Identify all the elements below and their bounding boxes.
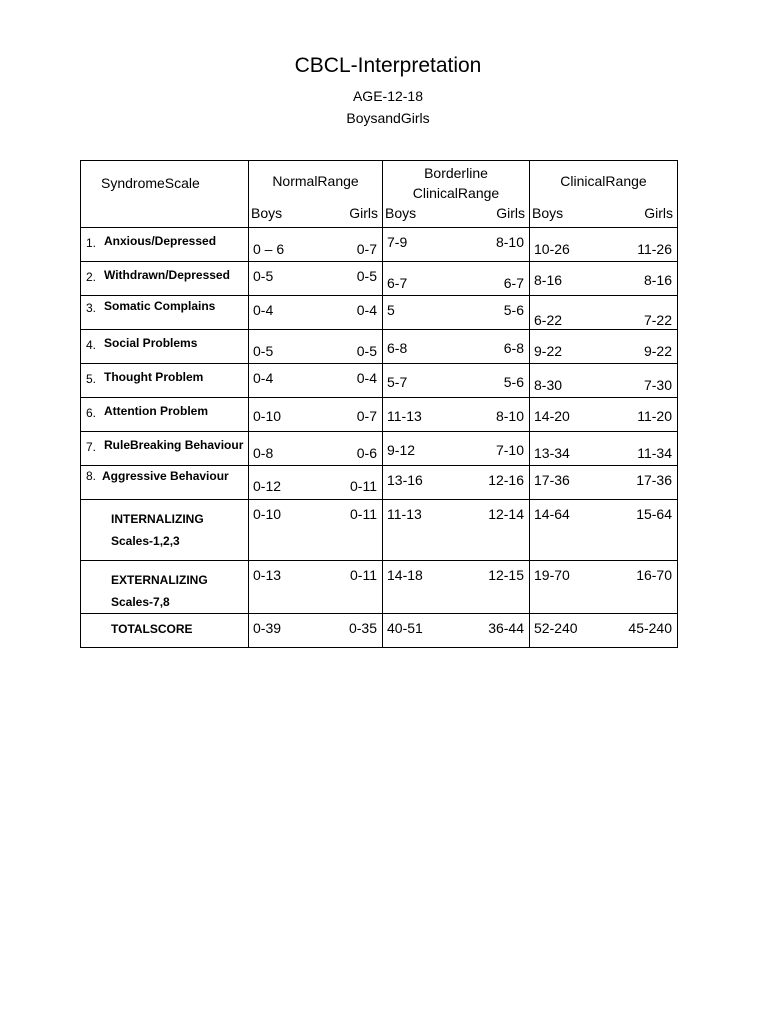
scale-cell [81,228,249,262]
scale-number: 7. [86,440,97,454]
normal-girls-value: 0-7 [356,408,377,424]
borderline-girls-value: 5-6 [503,374,524,390]
scale-name: Thought Problem [104,370,204,384]
borderline-boys-value: 9-12 [387,442,416,458]
header-borderline-boys: Boys [385,205,417,221]
clinical-range-cell [530,330,678,364]
header-syndrome-scale [81,161,249,228]
normal-boys-value: 0-13 [253,567,282,583]
borderline-girls-value: 12-14 [488,506,524,522]
header-scale-label: SyndromeScale [101,175,200,191]
borderline-girls-value: 6-7 [503,275,524,291]
clinical-range-cell [530,561,678,614]
borderline-boys-value: 7-9 [387,234,408,250]
composite-line1: INTERNALIZING [111,512,204,526]
clinical-range-cell [530,432,678,466]
borderline-girls-value: 6-8 [503,340,524,356]
clinical-girls-value: 9-22 [643,343,672,359]
scale-name: Aggressive Behaviour [102,469,229,483]
normal-range-cell [249,330,383,364]
normal-boys-value: 0-10 [253,408,282,424]
clinical-boys-value: 9-22 [534,343,563,359]
normal-range-cell [249,228,383,262]
scale-number: 5. [86,372,97,386]
scale-name: Social Problems [104,336,198,350]
clinical-boys-value: 52-240 [534,620,578,636]
composite-name [111,618,193,640]
scale-number: 6. [86,406,97,420]
normal-girls-value: 0-6 [356,445,377,461]
normal-girls-value: 0-11 [350,567,377,583]
clinical-range-cell [530,398,678,432]
header-borderline-line1: Borderline [424,165,488,181]
header-normal-label: NormalRange [272,173,359,189]
clinical-boys-value: 8-30 [534,377,563,393]
normal-girls-value: 0-7 [356,241,377,257]
borderline-boys-value: 11-13 [387,506,422,522]
borderline-girls-value: 8-10 [495,408,524,424]
composite-line2: Scales-1,2,3 [111,534,180,548]
normal-girls-value: 0-35 [348,620,377,636]
borderline-range-cell [383,296,530,330]
composite-line1: EXTERNALIZING [111,573,208,587]
normal-range-cell [249,466,383,500]
normal-range-cell [249,398,383,432]
scale-name: Attention Problem [104,404,208,418]
scale-name: Somatic Complains [104,299,216,313]
normal-boys-value: 0-12 [253,478,282,494]
table-row [81,466,678,500]
clinical-girls-value: 8-16 [643,272,672,288]
borderline-girls-value: 36-44 [488,620,524,636]
normal-range-cell [249,561,383,614]
borderline-range-cell [383,500,530,561]
table-row [81,262,678,296]
scale-number: 4. [86,338,97,352]
scale-number: 3. [86,301,97,315]
borderline-range-cell [383,561,530,614]
borderline-girls-value: 8-10 [495,234,524,250]
composite-name [111,569,208,613]
normal-boys-value: 0-4 [253,370,274,386]
clinical-boys-value: 13-34 [534,445,570,461]
borderline-range-cell [383,614,530,648]
document-subtitle-group: BoysandGirls [346,110,430,126]
table-row-composite [81,561,678,614]
table-header-row [81,161,678,228]
clinical-boys-value: 8-16 [534,272,563,288]
normal-girls-value: 0-4 [356,370,377,386]
normal-range-cell [249,500,383,561]
composite-cell [81,561,249,614]
clinical-girls-value: 11-26 [637,241,672,257]
scale-name: Anxious/Depressed [104,234,217,248]
borderline-range-cell [383,262,530,296]
borderline-boys-value: 6-8 [387,340,408,356]
clinical-girls-value: 16-70 [636,567,672,583]
scale-number: 8. [86,469,97,483]
composite-line1: TOTALSCORE [111,622,193,636]
normal-range-cell [249,364,383,398]
normal-range-cell [249,432,383,466]
header-normal-boys: Boys [251,205,283,221]
borderline-boys-value: 11-13 [387,408,422,424]
borderline-boys-value: 5 [387,302,395,318]
clinical-girls-value: 45-240 [628,620,672,636]
clinical-range-cell [530,500,678,561]
header-borderline-girls: Girls [496,205,525,221]
normal-boys-value: 0-5 [253,343,274,359]
borderline-girls-value: 7-10 [495,442,524,458]
header-normal-range [249,161,383,228]
scale-name: Withdrawn/Depressed [104,268,230,282]
table-row [81,398,678,432]
borderline-range-cell [383,398,530,432]
borderline-girls-value: 12-15 [488,567,524,583]
normal-girls-value: 0-11 [350,506,377,522]
clinical-range-cell [530,262,678,296]
normal-range-cell [249,262,383,296]
table-row-total [81,614,678,648]
document-title: CBCL-Interpretation [294,54,482,77]
clinical-range-cell [530,614,678,648]
normal-boys-value: 0 – 6 [253,241,285,257]
scale-name: RuleBreaking Behaviour [104,438,244,452]
normal-boys-value: 0-10 [253,506,282,522]
borderline-girls-value: 12-16 [488,472,524,488]
header-clinical-range [530,161,678,228]
clinical-boys-value: 14-20 [534,408,570,424]
clinical-girls-value: 7-30 [643,377,672,393]
header-clinical-label: ClinicalRange [560,173,647,189]
header-normal-girls: Girls [349,205,378,221]
clinical-boys-value: 14-64 [534,506,570,522]
header-borderline-range [383,161,530,228]
scale-number: 2. [86,270,97,284]
scale-cell [81,262,249,296]
borderline-range-cell [383,228,530,262]
scale-cell [81,296,249,330]
borderline-range-cell [383,432,530,466]
header-borderline-label [383,163,529,203]
borderline-range-cell [383,466,530,500]
clinical-girls-value: 15-64 [636,506,672,522]
scale-number: 1. [86,236,97,250]
normal-boys-value: 0-5 [253,268,274,284]
normal-boys-value: 0-39 [253,620,282,636]
clinical-girls-value: 17-36 [636,472,672,488]
clinical-girls-value: 11-20 [637,408,672,424]
header-clinical-boys: Boys [532,205,564,221]
clinical-range-cell [530,296,678,330]
borderline-range-cell [383,364,530,398]
header-clinical-girls: Girls [644,205,673,221]
borderline-boys-value: 6-7 [387,275,408,291]
scale-cell [81,330,249,364]
borderline-boys-value: 13-16 [387,472,423,488]
table-row [81,330,678,364]
normal-girls-value: 0-5 [356,268,377,284]
cbcl-table [80,160,678,648]
clinical-range-cell [530,228,678,262]
clinical-girls-value: 11-34 [637,445,672,461]
normal-boys-value: 0-8 [253,445,274,461]
normal-boys-value: 0-4 [253,302,274,318]
document-subtitle-age: AGE-12-18 [352,88,424,104]
clinical-range-cell [530,466,678,500]
table-row [81,296,678,330]
table-row [81,364,678,398]
composite-name [111,508,204,552]
header-borderline-line2: ClinicalRange [412,185,500,201]
scale-cell [81,466,249,500]
normal-girls-value: 0-11 [350,478,377,494]
clinical-range-cell [530,364,678,398]
normal-range-cell [249,614,383,648]
borderline-boys-value: 40-51 [387,620,423,636]
table-row-composite [81,500,678,561]
clinical-girls-value: 7-22 [643,312,672,328]
borderline-girls-value: 5-6 [503,302,524,318]
borderline-boys-value: 14-18 [387,567,423,583]
table-row [81,228,678,262]
clinical-boys-value: 10-26 [534,241,570,257]
scale-cell [81,364,249,398]
table-row [81,432,678,466]
scale-cell [81,432,249,466]
clinical-boys-value: 6-22 [534,312,563,328]
borderline-range-cell [383,330,530,364]
scale-cell [81,398,249,432]
borderline-boys-value: 5-7 [387,374,408,390]
normal-range-cell [249,296,383,330]
composite-cell [81,614,249,648]
normal-girls-value: 0-5 [356,343,377,359]
clinical-boys-value: 17-36 [534,472,570,488]
clinical-boys-value: 19-70 [534,567,570,583]
composite-line2: Scales-7,8 [111,595,170,609]
composite-cell [81,500,249,561]
normal-girls-value: 0-4 [356,302,377,318]
